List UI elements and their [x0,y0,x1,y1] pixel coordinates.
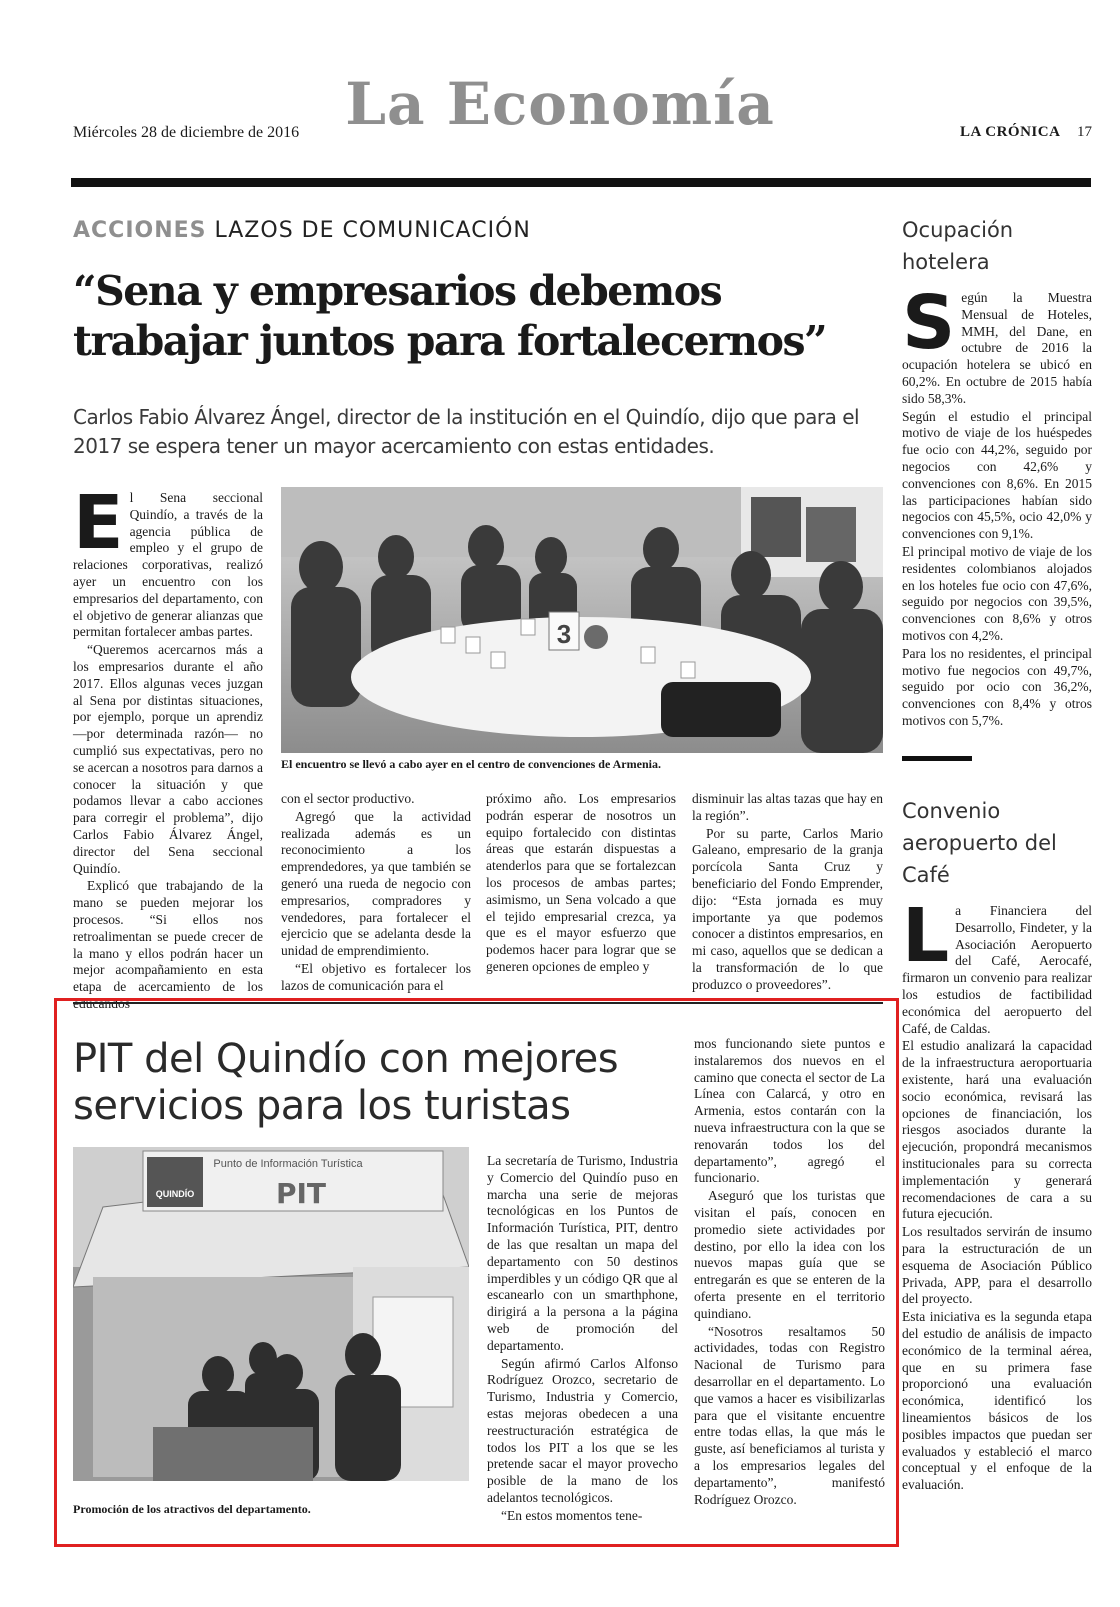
article-paragraph: con el sector productivo. [281,791,415,806]
sidebar-paragraph: El principal motivo de viaje de los residentes colombianos alojados en los hoteles fue ocio con 47,6%, seguido por negocios con 39,5%, convenciones con 8,6% y otros motivos con 4,2%. [902,543,1092,643]
page-number: 17 [1077,124,1092,140]
article-paragraph: “Queremos acercarnos más a los empresarios durante el año 2017. Ellos algunas veces juzgan al Sena por distintas situaciones, por ejemplo, porque un aprendiz —por determinada razón— no cumplió sus expectativas, pero no se acercan a nosotros para darnos a conocer la situación y que podamos llevar a cabo acciones para corregir el problema”, dijo Carlos Fabio Álvarez Ángel, director del Sena seccional Quindío. [73,642,263,876]
meeting-photo [281,487,883,753]
table-number: 3 [556,619,572,649]
pit-column-2 [694,1036,885,1509]
article-paragraph: “En estos momentos tene- [501,1507,643,1523]
article-paragraph: La secretaría de Turismo, Industria y Comercio del Quindío puso en marcha una serie de mejoras tecnológicas en los Puntos de Información Turística, PIT, dentro de las que resaltan un mapa del departamento con 50 destinos imperdibles y un código QR que al escanearlo con un smarthphone, dirigirá a la persona a la página web de promoción del departamento. [487,1153,678,1353]
article-paragraph: “Nosotros resaltamos 50 actividades, todas con Registro Nacional de Turismo para desarrollar en el departamento. Lo que vamos a hacer es visibilizarlas para que el visitante encuentre entre todas ellas, la que más le guste, así beneficiamos al turista y a los empresarios legales del departamento”, manifestó Rodríguez Orozco. [694,1323,885,1507]
pit-booth-image [73,1147,469,1481]
sidebar-paragraph: Esta iniciativa es la segunda etapa del estudio de análisis de impacto económico de la terminal aérea, que en su primera fase proporcionó una evaluación económica, identificó los lineamientos básicos de los posibles impactos que puedan ser evaluados y estableció el marco conceptual y el enfoque de la evaluación. [902,1309,1092,1493]
drop-cap: E [73,480,124,566]
article-paragraph: mos funcionando siete puntos e instalaremos dos nuevos en el camino que conecta el sector de La Línea con Calarcá, y otro en Armenia, estos contarán con la nueva infraestructura con la que se renovarán todos los del departamento”, agregó el funcionario. [694,1036,885,1186]
booth-brand: QUINDÍO [155,1189,195,1199]
photo-caption: El encuentro se llevó a cabo ayer en el centro de convenciones de Armenia. [281,757,661,771]
article-column-2 [281,791,471,996]
pit-column-1 [487,1153,678,1526]
kicker-topic: LAZOS DE COMUNICACIÓN [214,218,531,243]
sidebar-airport-body [902,893,1092,1495]
article-deck: Carlos Fabio Álvarez Ángel, director de la institución en el Quindío, dijo que para el 2017 se espera tener un mayor acercamiento con estas entidades. [73,405,860,458]
article-paragraph: Según afirmó Carlos Alfonso Rodríguez Orozco, secretario de Turismo, Industria y Comercio, estas mejoras obedecen a una reestructuración estratégica de todos los PIT a los que se les pretende sacar el mayor provecho posible de la mano de los adelantos tecnológicos. [487,1355,678,1505]
drop-cap: S [902,280,956,366]
header-rule [71,178,1091,187]
drop-cap: L [902,893,950,979]
article-column-1 [73,480,263,1014]
sidebar-paragraph: Los resultados servirán de insumo para la estructuración de un esquema de Asociación Público Privada, APP, para el desarrollo del proyecto. [902,1224,1092,1307]
article-paragraph: “El objetivo es fortalecer los lazos de comunicación para el [281,960,471,993]
article-column-4 [692,791,883,995]
sidebar-rule [902,756,972,761]
sidebar-hotel-title: Ocupación hotelera [902,218,1014,274]
sidebar-hotel-body [902,280,1092,731]
sidebar-paragraph: Según la Muestra Mensual de Hoteles, MMH, del Dane, en octubre de 2016 la ocupación hotelera se ubicó en 60,2%. En octubre de 2015 había sido 58,3%. [902,280,1092,406]
article-paragraph: Agregó que la actividad realizada además es un reconocimiento a los emprendedores, ya que también se generó una rueda de negocio con empresarios, compradores y vendedores, para fortalecer el ejercicio que se adelanta desde la unidad de emprendimiento. [281,808,471,959]
booth-sign-top: Punto de Información Turística [213,1158,363,1170]
article-headline: “Sena y empresarios debemos trabajar juntos para fortalecernos” [73,267,827,365]
meeting-photo-image [281,487,883,753]
pit-photo-caption: Promoción de los atractivos del departamento. [73,1502,311,1516]
sidebar-paragraph: La Financiera del Desarrollo, Findeter, y la Asociación Aeropuerto del Café, Aerocafé, firmaron un convenio para realizar los estudios de factibilidad económica del aeropuerto del Café, de Caldas. [902,893,1092,1036]
pit-booth-photo [73,1147,469,1481]
section-title: La Economía [345,70,775,138]
issue-date: Miércoles 28 de diciembre de 2016 [73,124,300,141]
article-kicker [73,218,531,243]
section-rule [73,1002,883,1004]
article-paragraph: Aseguró que los turistas que visitan el país, conocen en promedio siete actividades por destino, por ello la idea con los nuevos mapas guía que se entregarán es que se enteren de la oferta presente en el territorio quindiano. [694,1188,885,1321]
sidebar-paragraph: Para los no residentes, el principal motivo fue negocios con 49,7%, seguido por ocio con 36,2%, convenciones con 8,4% y otros motivos con 5,7%. [902,645,1092,728]
article-paragraph: próximo año. Los empresarios podrán esperar de nosotros un equipo fortalecido con distintas áreas que estarán dispuestas a atenderlos para que se fortalezcan los procesos de ambas partes; asimismo, un Sena volcado a que el tejido empresarial crezca, ya que es el mayor esfuerzo que podemos hacer para lograr que se generen opciones de empleo y [486,791,676,974]
pit-headline: PIT del Quindío con mejores servicios para los turistas [73,1036,619,1129]
article-column-3 [486,791,676,977]
sidebar-airport-title: Convenio aeropuerto del Café [902,799,1057,887]
article-paragraph: Explicó que trabajando de la mano se pueden mejorar los procesos. “Si ellos nos retroalimentan se puede crecer de la mano y ellos podrán hacer un mejor acompañamiento en esta etapa de acercamiento de los [73,878,263,995]
article-paragraph: El Sena seccional Quindío, a través de la agencia pública de empleo y el grupo de relaciones corporativas, realizó ayer un encuentro con los empresarios del departamento, con el objetivo de generar alianzas que permitan fortalecer ambas partes. [73,480,263,640]
booth-sign-main: PIT [275,1177,327,1210]
kicker-label: ACCIONES [73,218,207,243]
sidebar-paragraph: El estudio analizará la capacidad de la infraestructura aeroportuaria existente, hará una evaluación socio económica, revisará las opciones de financiación, los riesgos asociados durante la ejecución, propondrá mecanismos institucionales para su correcta implementación y generará recomendaciones de cara a su futura ejecución. [902,1038,1092,1222]
article-paragraph: disminuir las altas tazas que hay en la región”. [692,791,883,823]
sidebar-paragraph: Según el estudio el principal motivo de viaje de los huéspedes fue ocio con 44,2%, seguido por negocios con 42,6% y convenciones con 8,6%. En 2015 las participaciones habían sido negocios con 45,5%, ocio 42,0% y convenciones con 9,1%. [902,408,1092,542]
newspaper-name: LA CRÓNICA [960,124,1061,140]
article-paragraph: Por su parte, Carlos Mario Galeano, empresario de la granja porcícola Santa Cruz y beneficiario del Fondo Emprender, dijo: “Esta jornada es muy importante ya que podemos conocer a distintos empresarios, en mi caso, aquellos que se dedican a la transformación de lo que produzco o proveedores”. [692,825,883,992]
